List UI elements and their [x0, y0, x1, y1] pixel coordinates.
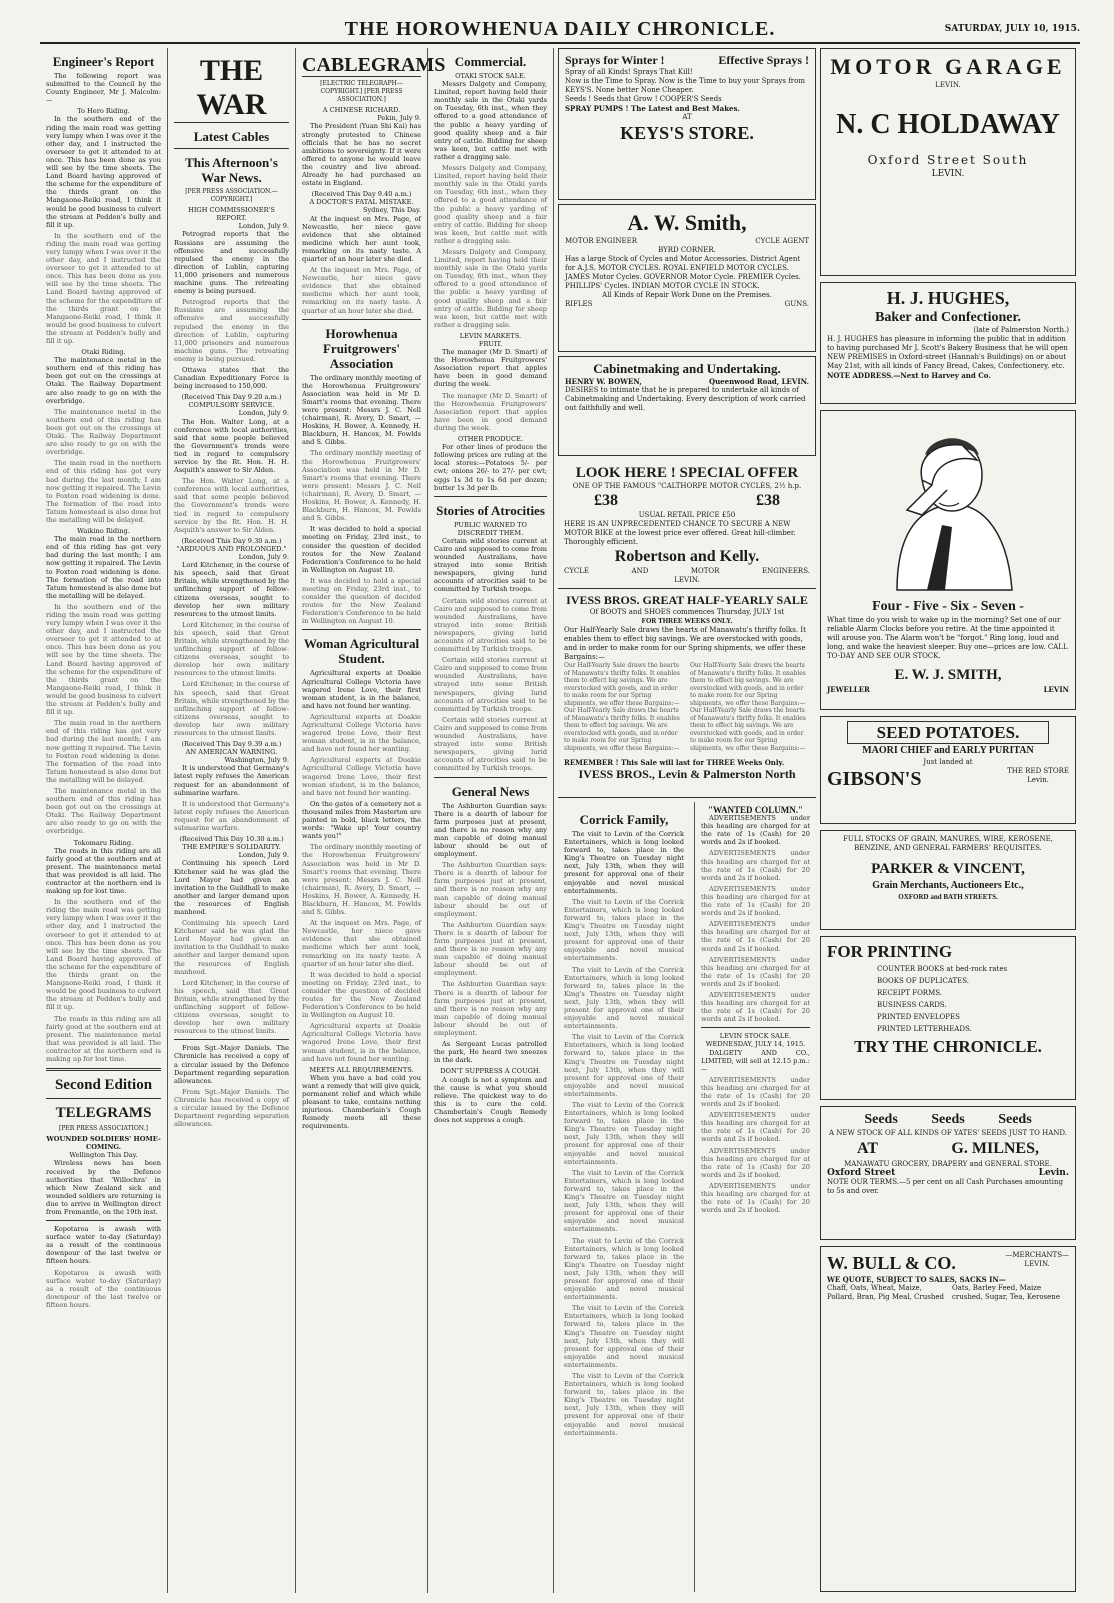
milnes-name: G. MILNES,: [951, 1140, 1039, 1157]
milnes-line: MANAWATU GROCERY, DRAPERY and GENERAL STORE.: [844, 1160, 1052, 1168]
mistake-heading: A DOCTOR'S FATAL MISTAKE.: [309, 198, 414, 207]
war-p7: From Sgt.-Major Daniels. The Chronicle has received a copy of a circular issued by the Defence Department regarding separation allowances.: [174, 1044, 289, 1085]
printing-ad: [820, 936, 1076, 1100]
print-item-5: PRINTED ENVELOPES: [877, 1013, 960, 1021]
comm-p4d: Certain wild stories current at Cairo and supposed to come from wounded Australians, have strayed into some British newspapers, giving lurid accounts of atrocities said to be committed by Turkish troops.: [434, 715, 547, 773]
aw-smith-right: CYCLE AGENT: [755, 237, 809, 245]
ivess-body: Our Half-Yearly Sale draws the hearts of Manawatu's thrifty folks. It enables them to effect big savings. We are overstocked with goods, and in order to make room for our Spring shipments, we offer these Bargains:—: [564, 626, 806, 661]
report-p2: The maintenance metal in the southern end of this riding has been got out on the crossings at Otaki. The Railway Department are also ready to go on with the overbridge.: [46, 356, 161, 405]
printing-title: FOR PRINTING: [827, 942, 953, 961]
war-p4: Lord Kitchener, in the course of his speech, said that Great Britain, while strengthened by the unflinching support of fellow-citizens overseas, sought to develop her own military resources to the utmost limits.: [174, 561, 290, 618]
keys-store-ad: [558, 48, 816, 200]
wellington-dateline: Wellington This Day.: [69, 1151, 138, 1160]
hughes-sub: Baker and Confectioner.: [875, 310, 1021, 325]
afternoon-war-news: This Afternoon's War News.: [185, 155, 278, 185]
commissioner-heading: HIGH COMMISSIONER'S REPORT.: [188, 206, 275, 223]
fruitgrowers-heading: Horowhenua Fruitgrowers' Association: [322, 325, 401, 371]
dalgety-sale: DALGETY AND CO., LIMITED, will sell at 12.15 p.m.:—: [701, 1048, 810, 1073]
kopotaroa-text: Kopotaroa is awash with surface water to-day (Saturday) as a result of the continuous downpour of the last twelve or fifteen hours.: [46, 1225, 161, 1266]
dateline-1: London, July 9.: [238, 222, 289, 231]
war-p7b: From Sgt.-Major Daniels. The Chronicle has received a copy of a circular issued by the Defence Department regarding separation allowances.: [174, 1087, 289, 1129]
levin-stock-date: WEDNESDAY, JULY 14, 1915.: [705, 1040, 806, 1049]
newspaper-title: THE HOROWHENUA DAILY CHRONICLE.: [344, 18, 776, 40]
riding-otaki: Otaki Riding.: [81, 348, 126, 357]
print-item-3: RECEIPT FORMS.: [877, 989, 943, 997]
dont-suppress-heading: DON'T SUPPRESS A COUGH.: [440, 1067, 541, 1076]
comm-p7: A cough is not a symptom and the cause is what you should relieve. The quickest way to do this is to cure the cold. Chamberlain's Cough Remedy does not suppress a cough.: [434, 1075, 547, 1124]
aw-smith-repair: All Kinds of Repair Work Done on the Premises.: [602, 291, 772, 299]
aw-smith-body: Has a large Stock of Cycles and Motor Accessories. District Agent for A.J.S. MOTOR CYCLES. ROYAL ENFIELD MOTOR CYCLES. JAMES Motor Cycles. GOVERNOR Motor Cycle. PREMIER Cycles. PHILLIPS' Cycles. INDIAN MOTOR CYCLE IN STOCK.: [565, 255, 801, 290]
advertisements-area: [554, 48, 1080, 1593]
print-item-4: BUSINESS CARDS.: [877, 1001, 947, 1009]
robertson-kelly-name: Robertson and Kelly.: [614, 548, 760, 565]
ivess-title: IVESS BROS. GREAT HALF-YEARLY SALE: [566, 593, 808, 607]
corrick-body: The visit to Levin of the Corrick Entertainers, which is long looked forward to, takes place in the King's Theatre on Tuesday night next, July 13th, when they will present for approval one of their enjoyable and novel musical entertainments.: [564, 830, 684, 895]
dateline-4: Washington, July 9.: [224, 756, 289, 765]
bull-merchants: —MERCHANTS—: [1005, 1251, 1069, 1259]
cable-received-1: (Received This Day 9.40 a.m.): [311, 190, 412, 199]
war-p2: Ottawa states that the Canadian Expeditionary Force is being increased to 150,000.: [174, 365, 289, 391]
cable-p7: When you have a bad cold you want a remedy that will give quick, permanent relief and which while pleasant to take, contains nothing injurious. Chamberlain's Cough Remedy meets all these requirements.: [302, 1073, 421, 1131]
rk-and: AND: [631, 567, 649, 575]
column-1: [40, 48, 168, 1593]
look-body: HERE IS AN UNPRECEDENTED CHANCE TO SECURE A NEW MOTOR BIKE at the lowest price ever offered. Great hill-climber. Thoroughly efficient.: [564, 520, 796, 546]
war-p4c: Lord Kitchener, in the course of his speech, said that Great Britain, while strengthened by the unflinching support of fellow-citizens overseas, sought to develop her own military resources to the utmost limits.: [174, 680, 290, 737]
cable-p6e: Agricultural experts at Doakie Agricultural College Victoria have wagered Irene Love, their first woman student, is in the balance, and have not found her wanting.: [302, 1022, 421, 1063]
pv-top: FULL STOCKS OF GRAIN, MANURES, WIRE, KEROSENE, BENZINE, AND GENERAL FARMERS' REQUISITES.: [843, 835, 1053, 852]
report-p4b: In the southern end of the riding the main road was getting very lumpy when I was over it the other day, and I instructed the overseer to get it attended to at once. This has been done as you will see by the time sheets. The Land Board having approved of the scheme for the expenditure of the thirds grant on the Mangaone-Reiki road, I think it would be good business to culvert the stream at Pedden's bully and fill it up.: [46, 898, 161, 1012]
cable-p5: Agricultural experts at Doakie Agricultural College Victoria have wagered Irene Love, their first woman student, is in the balance, and have not found her wanting.: [302, 669, 421, 710]
war-p5b: It is understood that Germany's latest reply refuses the American request for an abandonment of submarine warfare.: [174, 799, 289, 833]
report-p3: The main road in the northern end of this riding has got very bad during the last month; I am now getting it repaired. The Levin to Foxton road widening is done. The formation of the road into Tatum homestead is also done but the metalling will be delayed.: [46, 535, 161, 600]
riding-hero: To Hero Riding.: [77, 107, 130, 116]
cable-p1: The President (Yuan Shi Kai) has strongly protested to Chinese officials that he has no secret ambitions to sovereignty. If it were offered to anyone he would leave the country and live abroad. Already he had purchased an estate in England.: [302, 122, 421, 188]
ewj-levin: LEVIN: [1043, 685, 1069, 694]
dateline-5: London, July 9.: [238, 851, 289, 860]
wanted-body-b: ADVERTISEMENTS under this heading are charged for at the rate of 1s (Cash) for 20 words and 2s if booked.: [701, 849, 810, 882]
print-item-1: COUNTER BOOKS at bed-rock rates: [877, 965, 1008, 973]
cable-p4: It was decided to hold a special meeting on Friday, 23rd inst., to consider the question of decided routes for the New Zealand Federation's Conference to be held in Wellington on August 10.: [302, 525, 421, 574]
dalgety-e: ADVERTISEMENTS under this heading are charged for at the rate of 1s (Cash) for 20 words and 2s if booked.: [701, 1181, 810, 1215]
cable-p5b: Agricultural experts at Doakie Agricultural College Victoria have wagered Irene Love, their first woman student, is in the balance, and have not found her wanting.: [302, 712, 421, 754]
seed-title: SEED POTATOES.: [847, 721, 1049, 744]
milnes-levin: Levin.: [1038, 1168, 1069, 1178]
comm-p4: Certain wild stories current at Cairo and supposed to come from wounded Australians, have strayed into some British newspapers, giving lurid accounts of atrocities said to be committed by Turkish troops.: [434, 536, 547, 594]
motor-levin: LEVIN.: [935, 81, 961, 89]
milnes-seeds-ad: [820, 1106, 1076, 1240]
milnes-terms: NOTE OUR TERMS.—5 per cent on all Cash Purchases amounting to 5s and over.: [827, 1178, 1063, 1195]
aw-smith-rifles: RIFLES: [565, 300, 593, 308]
corrick-body-i: The visit to Levin of the Corrick Entertainers, which is long looked forward to, takes place in the King's Theatre on Tuesday night next, July 13th, when they will present for approval one of their enjoyable and novel musical entertainments.: [564, 1372, 684, 1437]
seed-potatoes-ad: [820, 716, 1076, 824]
bull-levin: LEVIN.: [1024, 1260, 1050, 1268]
ivess-footer: IVESS BROS., Levin & Palmerston North: [578, 767, 796, 781]
seeds-at: AT: [857, 1140, 879, 1157]
look-here-sub: ONE OF THE FAMOUS "CALTHORPE MOTOR CYCLES, 2½ h.p.: [572, 482, 802, 490]
pv-sub: Grain Merchants, Auctioneers Etc.,: [872, 880, 1024, 891]
report-p3d: The maintenance metal in the southern end of this riding has been got out on the crossings at Otaki. The Railway Department are also ready to go on with the overbridge.: [46, 786, 161, 836]
wanted-heading: "WANTED COLUMN.": [708, 805, 803, 815]
holdaway-address: Oxford Street South: [867, 153, 1029, 167]
look-here-title: LOOK HERE ! SPECIAL OFFER: [575, 465, 799, 481]
dalgety-d: ADVERTISEMENTS under this heading are charged for at the rate of 1s (Cash) for 20 words and 2s if booked.: [701, 1146, 810, 1179]
wanted-column: [694, 802, 816, 1592]
latest-cables: Latest Cables: [193, 129, 270, 144]
arduous-heading: "ARDUOUS AND PROLONGED.": [176, 544, 287, 553]
cable-p2b: At the inquest on Mrs. Page, of Newcastle, her niece gave evidence that she obtained medicine which her aunt took, remarking on its nasty taste. A quarter of an hour later she died.: [302, 266, 421, 315]
cabinet-address: Queenwood Road, LEVIN.: [708, 377, 809, 386]
ivess-remember: REMEMBER ! This Sale will last for THREE Weeks Only.: [564, 758, 785, 767]
received-3: (Received This Day 9.39 a.m.): [181, 740, 282, 749]
comm-p1c: Messrs Dalgety and Company, Limited, report having held their monthly sale in the Otaki yards on Tuesday, 6th inst., when they offered to a good attendance of the public a heavy yarding of good quality sheep and a fair entry of cattle. Bidding for sheep was keen, but cattle met with rather a dragging sale.: [434, 247, 547, 329]
dalgety-b: ADVERTISEMENTS under this heading are charged for at the rate of 1s (Cash) for 20 words and 2s if booked.: [701, 1075, 810, 1109]
report-p3b: In the southern end of the riding the main road was getting very lumpy when I was over it the other day, and I instructed the overseer to get it attended to at once. This has been done as you will see by the time sheets. The Land Board having approved of the scheme for the expenditure of the thirds grant on the Mangaone-Reiki road, I think it would be good business to culvert the stream at Pedden's bully and fill it up.: [46, 602, 161, 717]
received-2: (Received This Day 9.30 a.m.): [181, 536, 282, 545]
rk-motor: MOTOR: [690, 567, 720, 575]
gibsons-name: GIBSON'S: [827, 768, 922, 790]
war-p5: It is understood that Germany's latest reply refuses the American request for an abandonment of submarine warfare.: [174, 764, 289, 797]
bull-quote: WE QUOTE, SUBJECT TO SALES, SACKS IN—: [827, 1275, 1006, 1284]
aw-smith-guns: GUNS.: [784, 300, 809, 308]
cabinetmaking-ad: [558, 356, 816, 456]
cabinet-name: HENRY W. BOWEN,: [565, 377, 642, 386]
rk-cycle: CYCLE: [564, 567, 589, 575]
seeds-sub: A NEW STOCK OF ALL KINDS OF YATES' SEEDS JUST TO HAND.: [829, 1129, 1067, 1137]
cable-dateline-1: Pekin, July 9.: [377, 114, 421, 123]
cabinet-title: Cabinetmaking and Undertaking.: [593, 361, 781, 376]
aw-smith-left: MOTOR ENGINEER: [565, 237, 638, 245]
chinese-heading: A CHINESE RICHARD.: [322, 106, 401, 115]
ivess-weeks: FOR THREE WEEKS ONLY.: [641, 617, 733, 625]
sprays-line-2: Now is the Time to Spray. Now is the Time to buy your Sprays from KEYS'S. None better None Cheaper.: [565, 77, 805, 94]
war-p3b: The Hon. Walter Long, at a conference with local authorities, said that some people believed the Government's trends were tied in regard to compulsory service by the Rt. Hon. H. H. Asquith's answer to Sir Alden.: [174, 477, 289, 534]
comm-p6: As Sergeant Lucas patrolled the park, He heard two sneezes in the dark.: [434, 1040, 547, 1065]
war-p1b: Petrograd reports that the Russians are assuming the offensive and successfully repulsed the enemy in the direction of Lublin, capturing 11,000 prisoners and numerous machine guns. The retreating enemy is being pursued.: [174, 298, 289, 363]
holdaway-name: N. C HOLDAWAY: [836, 109, 1060, 140]
hughes-body: H. J. HUGHES has pleasure in informing the public that in addition to having purchased Mr J. Scott's Bakery Business that he will open NEW PREMISES in Oxford-street (Hannah's Buildings) on or about May 21st, with all kinds of Fancy Bread, Cakes, Confectionery, etc.: [827, 335, 1068, 370]
riding-tokomaru: Tokomaru Riding.: [73, 838, 134, 847]
received-1: (Received This Day 9.20 a.m.): [181, 393, 282, 402]
holdaway-levin: LEVIN.: [931, 169, 965, 179]
wanted-body-e: ADVERTISEMENTS under this heading are charged for at the rate of 1s (Cash) for 20 words and 2s if booked.: [701, 955, 810, 988]
received-4: (Received This Day 10.30 a.m.): [179, 835, 284, 844]
press-association: [PER PRESS ASSOCIATION.]: [59, 1125, 148, 1133]
keys-store-name: KEYS'S STORE.: [620, 123, 754, 143]
motor-garage-ad: [820, 48, 1076, 276]
sprays-title-right: Effective Sprays !: [718, 53, 809, 67]
levin-stock-sale: LEVIN STOCK SALE.: [719, 1032, 792, 1041]
war-p6b: Continuing his speech Lord Kitchener said he was glad the Lord Mayor had given an invitation to the Guildhall to make another and larger demand upon the resources of English manhood.: [174, 919, 289, 976]
jeweller-ad: [820, 410, 1076, 710]
clock-body: What time do you wish to wake up in the morning? Set one of our reliable Alarm Clocks before you retire. At the time appointed it will arouse you. The Alarm won't be "forgot." Ring long, loud and long, and wake the heaviest sleeper. Buy one—prices are low. CALL TO-DAY AND SEE OUR STOCK.: [827, 616, 1068, 660]
comm-p5: The Ashburton Guardian says: There is a dearth of labour for farm purposes just at present, and there is no reason why any man capable of doing manual labour should be out of employment.: [434, 801, 547, 859]
ivess-bargains: Our Half-Yearly Sale draws the hearts of Manawatu's thrifty folks. It enables them to effect big savings. We are overstocked with goods, and in order to make room for our Spring shipments, we offer these Bargains:— Our Half-Yearly Sale draws the hearts of Manawatu's thrifty folks. It enables them to effect big savings. We are overstocked with goods, and in order to make room for our Spring shipments, we offer these Bargains:— Our Half-Yearly Sale draws the hearts of Manawatu's thrifty folks. It enables them to effect big savings. We are overstocked with goods, and in order to make room for our Spring shipments, we offer these Bargains:— Our Half-Yearly Sale draws the hearts of Manawatu's thrifty folks. It enables them to effect big savings. We are overstocked with goods, and in order to make room for our Spring shipments, we offer these Bargains:—: [564, 662, 806, 752]
milnes-street: Oxford Street: [827, 1168, 896, 1178]
corrick-family-article: [558, 802, 690, 1592]
comm-p1b: Messrs Dalgety and Company, Limited, report having held their monthly sale in the Otaki yards on Tuesday, 6th inst., when they offered to a good attendance of the public a heavy yarding of good quality sheep and a fair entry of cattle. Bidding for sheep was keen, but cattle met with rather a dragging sale.: [434, 164, 547, 245]
corrick-heading: Corrick Family,: [579, 812, 669, 827]
war-p6: Continuing his speech Lord Kitchener said he was glad the Lord Mayor had given an invitation to the Guildhall to make another and larger demand upon the resources of English manhood.: [174, 859, 289, 916]
bull-items: Chaff, Oats, Wheat, Maize, Pollard, Bran, Pig Meal, Crushed Oats, Barley Feed, Maize crushed, Sugar, Tea, Kerosene: [827, 1284, 1060, 1301]
sprays-line-4: SPRAY PUMPS ! The Latest and Best Makes.: [565, 104, 740, 113]
report-p1: In the southern end of the riding the main road was getting very lumpy when I was over it the other day, and I instructed the overseer to get it attended to at once. This has been done as you will see by the time sheets. The Land Board having approved of the scheme for the expenditure of the thirds grant on the Mangaone-Reiki road, I think it would be good business to culvert the stream at Pedden's bully and fill it up.: [46, 115, 161, 229]
report-p1b: In the southern end of the riding the main road was getting very lumpy when I was over it the other day, and I instructed the overseer to get it attended to at once. This has been done as you will see by the time sheets. The Land Board having approved of the scheme for the expenditure of the thirds grant on the Mangaone-Reiki road, I think it would be good business to culvert the stream at Pedden's bully and fill it up.: [46, 231, 161, 345]
issue-date: SATURDAY, JULY 10, 1915.: [944, 24, 1080, 34]
compulsory-heading: COMPULSORY SERVICE.: [188, 401, 275, 410]
warning-heading: AN AMERICAN WARNING.: [185, 748, 278, 757]
cabinet-body: DESIRES to intimate that he is prepared to undertake all kinds of Cabinetmaking and Undertaking. Every description of work carried out faithfully and well.: [565, 386, 806, 412]
wanted-body-f: ADVERTISEMENTS under this heading are charged for at the rate of 1s (Cash) for 20 words and 2s if booked.: [701, 990, 810, 1024]
riding-waikino: Waikino Riding.: [77, 527, 130, 536]
bull-co-ad: [820, 1246, 1076, 1592]
dateline-3: London, July 9.: [238, 553, 289, 562]
report-p4: The roads in this riding are all fairly good at the southern end at present. The maintenance metal that was provided is all laid. The contractor at the northern end is making up for lost time.: [46, 846, 161, 896]
discredit-heading: PUBLIC WARNED TO DISCREDIT THEM.: [454, 520, 527, 537]
cablegram-press: [ELECTRIC TELEGRAPH—COPYRIGHT.] [PER PRESS ASSOCIATION.]: [320, 80, 403, 104]
requirements-heading: MEETS ALL REQUIREMENTS.: [309, 1065, 414, 1074]
press-copyright: [PER PRESS ASSOCIATION.—COPYRIGHT.]: [185, 188, 278, 204]
seeds-title: Seeds Seeds Seeds: [864, 1112, 1032, 1127]
report-intro: The following report was submitted to the Council by the County Engineer, Mr J. Malcolm:—: [46, 72, 161, 105]
wounded-heading: WOUNDED SOLDIERS' HOME-COMING.: [46, 1135, 161, 1152]
other-produce: OTHER PRODUCE.: [457, 435, 524, 444]
hughes-note: NOTE ADDRESS.—Next to Harvey and Co.: [827, 371, 991, 380]
comm-p5d: The Ashburton Guardian says: There is a dearth of labour for farm purposes just at present, and there is no reason why any man capable of doing manual labour should be out of employment.: [434, 980, 547, 1038]
corrick-body-d: The visit to Levin of the Corrick Entertainers, which is long looked forward to, takes place in the King's Theatre on Tuesday night next, July 13th, when they will present for approval one of their enjoyable and novel musical entertainments.: [564, 1033, 684, 1098]
comm-p4b: Certain wild stories current at Cairo and supposed to come from wounded Australians, have strayed into some British newspapers, giving lurid accounts of atrocities said to be committed by Turkish troops.: [434, 596, 547, 654]
column-3: [296, 48, 446, 1593]
comm-p2b: The manager (Mr D. Smart) of the Horowhenua Fruitgrowers' Association report that apples have been in good demand during the week.: [434, 391, 547, 432]
second-edition-heading: Second Edition: [54, 1077, 153, 1094]
fruit-heading: FRUIT.: [478, 340, 503, 348]
motor-garage-title: MOTOR GARAGE: [830, 54, 1066, 79]
report-p2b: The maintenance metal in the southern end of this riding has been got out on the crossings at Otaki. The Railway Department are also ready to go on with the overbridge.: [46, 407, 161, 457]
comm-p5c: The Ashburton Guardian says: There is a dearth of labour for farm purposes just at present, and there is no reason why any man capable of doing manual labour should be out of employment.: [434, 920, 547, 978]
cable-p6b: The ordinary monthly meeting of the Horowhenua Fruitgrowers' Association was held in Mr D. Smart's rooms that evening. There were present: Messrs J. C. Nell (chairman), R. Avery, D. Smart, — Hoskins, H. Bower, A. Kennedy, H. Blackburn, H. Hancox, M. Fowlds and S. Gibbs.: [302, 843, 421, 917]
sprays-line-1: Spray of all Kinds! Sprays That Kill!: [565, 68, 693, 76]
corrick-body-h: The visit to Levin of the Corrick Entertainers, which is long looked forward to, takes place in the King's Theatre on Tuesday night next, July 13th, when they will present for approval one of their enjoyable and novel musical entertainments.: [564, 1304, 684, 1369]
hughes-bakery-ad: [820, 282, 1076, 404]
levin-markets: LEVIN MARKETS.: [459, 331, 522, 340]
ivess-bros-ad: [558, 588, 816, 798]
masthead: [40, 16, 1080, 44]
sprays-title-left: Sprays for Winter !: [565, 53, 665, 67]
corrick-body-b: The visit to Levin of the Corrick Entertainers, which is long looked forward to, takes place in the King's Theatre on Tuesday night next, July 13th, when they will present for approval one of their enjoyable and novel musical entertainments.: [564, 897, 684, 963]
cable-p6: On the gates of a cemetery not a thousand miles from Masterton are painted in bold, black letters, the words: "Wake up! Your country wants you!": [302, 799, 421, 841]
war-p1: Petrograd reports that the Russians are assuming the offensive and successfully repulsed the enemy in the direction of Lublin, capturing 11,000 prisoners and numerous machine guns. The retreating enemy is being pursued.: [174, 230, 289, 296]
aw-smith-name: A. W. Smith,: [627, 210, 747, 235]
ewj-jeweller: JEWELLER: [827, 685, 870, 694]
wanted-body-c: ADVERTISEMENTS under this heading are charged for at the rate of 1s (Cash) for 20 words and 2s if booked.: [701, 884, 810, 918]
print-item-6: PRINTED LETTERHEADS.: [877, 1025, 972, 1033]
comm-p3: For other lines of produce the following prices are ruling at the local stores:—Potatoes 5/- per cwt; onions 26/- to 27/- per cwt; eggs 1s 3d to 1s 6d per dozen; butter 1s 3d per lb.: [434, 443, 547, 492]
red-store-levin: Levin.: [1027, 776, 1049, 784]
pv-address: OXFORD and BATH STREETS.: [898, 893, 998, 901]
corrick-body-e: The visit to Levin of the Corrick Entertainers, which is long looked forward to, takes place in the King's Theatre on Tuesday night next, July 13th, when they will present for approval one of their enjoyable and novel musical entertainments.: [564, 1101, 684, 1166]
rk-engineers: ENGINEERS.: [762, 567, 810, 575]
bull-name: W. BULL & CO.: [827, 1253, 956, 1273]
calthorpe-ad: [558, 460, 816, 584]
commercial-heading: Commercial.: [454, 54, 527, 69]
general-news-heading: General News: [451, 783, 530, 799]
war-p6c: Lord Kitchener, in the course of his speech, said that Great Britain, while strengthened by the unflinching support of fellow-citizens overseas, sought to develop her own military resources to the utmost limits.: [174, 978, 290, 1036]
red-store: THE RED STORE: [1007, 767, 1069, 775]
ewj-smith-name: E. W. J. SMITH,: [894, 667, 1002, 683]
sprays-at: AT: [682, 113, 692, 121]
look-price-2: £38: [756, 492, 780, 509]
solidarity-heading: THE EMPIRE'S SOLIDARITY.: [182, 843, 281, 852]
print-item-2: BOOKS OF DUPLICATES.: [877, 977, 970, 985]
ivess-sub: Of BOOTS and SHOES commences Thursday, JULY 1st: [589, 608, 785, 616]
aw-smith-ad: [558, 204, 816, 352]
report-p3c: The main road in the northern end of this riding has got very bad during the last month; I am now getting it repaired. The Levin to Foxton road widening is done. The formation of the road into Tatum homestead is also done but the metalling will be delayed.: [46, 719, 161, 784]
comm-p1: Messrs Dalgety and Company, Limited, report having held their monthly sale in the Otaki yards on Tuesday, 6th inst., when they offered to a good attendance of the public a heavy yarding of good quality sheep and a fair entry of cattle. Bidding for sheep was keen, but cattle met with rather a dragging sale.: [434, 80, 547, 161]
cable-p3: The ordinary monthly meeting of the Horowhenua Fruitgrowers' Association was held in Mr D. Smart's rooms that evening. There were present: Messrs J. C. Nell (chairman), R. Avery, D. Smart, — Hoskins, H. Bower, A. Kennedy, H. Blackburn, H. Hancox, M. Fowlds and S. Gibbs.: [302, 373, 421, 447]
column-4: [428, 48, 554, 1593]
report-p2c: The main road in the northern end of this riding has got very bad during the last month; I am now getting it repaired. The Levin to Foxton road widening is done. The formation of the road into Tatum homestead is also done but the metalling will be delayed.: [46, 459, 161, 524]
column-2: [168, 48, 296, 1593]
hughes-late: (late of Palmerston North.): [973, 326, 1069, 334]
cablegrams-heading: CABLEGRAMS: [302, 54, 446, 76]
cable-p5c: Agricultural experts at Doakie Agricultural College Victoria have wagered Irene Love, their first woman student, is in the balance, and have not found her wanting.: [302, 756, 421, 797]
wounded-text: Wireless news has been received by the Defence authorities that 'Willochra' in which New Zealand sick and wounded soldiers are returning is due to arrive in Wellington direct from Fremantle, on the 19th inst.: [46, 1159, 161, 1216]
dateline-2: London, July 9.: [238, 409, 289, 418]
cable-dateline-2: Sydney, This Day.: [362, 206, 421, 215]
cable-p4b: It was decided to hold a special meeting on Friday, 23rd inst., to consider the question of decided routes for the New Zealand Federation's Conference to be held in Wellington on August 10.: [302, 576, 421, 626]
comm-p4c: Certain wild stories current at Cairo and supposed to come from wounded Australians, have strayed into some British newspapers, giving lurid accounts of atrocities said to be committed by Turkish troops.: [434, 656, 547, 713]
dalgety-c: ADVERTISEMENTS under this heading are charged for at the rate of 1s (Cash) for 20 words and 2s if booked.: [701, 1111, 810, 1144]
comm-p5b: The Ashburton Guardian says: There is a dearth of labour for farm purposes just at present, and there is no reason why any man capable of doing manual labour should be out of employment.: [434, 861, 547, 918]
corrick-body-c: The visit to Levin of the Corrick Entertainers, which is long looked forward to, takes place in the King's Theatre on Tuesday night next, July 13th, when they will present for approval one of their enjoyable and novel musical entertainments.: [564, 965, 684, 1031]
engineers-report-heading: Engineer's Report: [52, 54, 155, 69]
sleeping-man-illustration: [827, 415, 1071, 595]
clock-words: Four - Five - Six - Seven -: [872, 599, 1024, 614]
cable-p2: At the inquest on Mrs. Page, of Newcastle, her niece gave evidence that she obtained medicine which her aunt took, remarking on its nasty taste. A quarter of an hour later she died.: [302, 214, 421, 263]
seed-landed: Just landed at: [923, 758, 973, 766]
parker-vincent-ad: [820, 830, 1076, 930]
wanted-body: ADVERTISEMENTS under this heading are charged for at the rate of 1s (Cash) for 20 words and 2s if booked.: [701, 814, 810, 847]
kopotaroa-text-b: Kopotaroa is awash with surface water to-day (Saturday) as a result of the continuous downpour of the last twelve or fifteen hours.: [46, 1268, 161, 1309]
otaki-sale-heading: OTAKI STOCK SALE.: [455, 72, 526, 80]
report-p4c: The roads in this riding are all fairly good at the southern end at present. The maintenance metal that was provided is all laid. The contractor at the northern end is making up for lost time.: [46, 1014, 161, 1063]
hughes-name: H. J. HUGHES,: [886, 288, 1010, 308]
war-p3: The Hon. Walter Long, at a conference with local authorities, said that some people believed the Government's trends were tied in regard to compulsory service by the Rt. Hon. H. H. Asquith's answer to Sir Alden.: [174, 417, 289, 475]
aw-smith-corner: BYRD CORNER.: [658, 246, 716, 254]
wanted-body-d: ADVERTISEMENTS under this heading are charged for at the rate of 1s (Cash) for 20 words and 2s if booked.: [701, 920, 810, 953]
telegrams-heading: TELEGRAMS: [55, 1105, 152, 1122]
cable-p3b: The ordinary monthly meeting of the Horowhenua Fruitgrowers' Association was held in Mr D. Smart's rooms that evening. There were present: Messrs J. C. Nell (chairman), R. Avery, D. Smart, — Hoskins, H. Bower, A. Kennedy, H. Blackburn, H. Hancox, M. Fowlds and S. Gibbs.: [302, 449, 421, 523]
corrick-body-g: The visit to Levin of the Corrick Entertainers, which is long looked forward to, takes place in the King's Theatre on Tuesday night next, July 13th, when they will present for approval one of their enjoyable and novel musical entertainments.: [564, 1236, 684, 1302]
look-usual-price: USUAL RETAIL PRICE £50: [638, 511, 736, 519]
try-chronicle: TRY THE CHRONICLE.: [854, 1037, 1042, 1056]
cable-p6c: At the inquest on Mrs. Page, of Newcastle, her niece gave evidence that she obtained medicine which her aunt took, remarking on its nasty taste. A quarter of an hour later she died.: [302, 919, 421, 968]
war-p4b: Lord Kitchener, in the course of his speech, said that Great Britain, while strengthened by the unflinching support of fellow-citizens overseas, sought to develop her own military resources to the utmost limits.: [174, 620, 290, 678]
comm-p2: The manager (Mr D. Smart) of the Horowhenua Fruitgrowers' Association report that apples have been in good demand during the week.: [434, 348, 547, 389]
woman-student-heading: Woman Agricultural Student.: [303, 636, 420, 667]
corrick-body-f: The visit to Levin of the Corrick Entertainers, which is long looked forward to, takes place in the King's Theatre on Tuesday night next, July 13th, when they will present for approval one of their enjoyable and novel musical entertainments.: [564, 1168, 684, 1234]
the-war-heading: THE WAR: [174, 54, 289, 123]
sprays-line-3: Seeds ! Seeds that Grow ! COOPER'S Seeds: [565, 95, 722, 103]
pv-name: PARKER & VINCENT,: [871, 861, 1025, 877]
look-price-1: £38: [594, 492, 618, 509]
cable-p6d: It was decided to hold a special meeting on Friday, 23rd inst., to consider the question of decided routes for the New Zealand Federation's Conference to be held in Wellington on August 10.: [302, 970, 421, 1020]
atrocities-heading: Stories of Atrocities: [436, 502, 545, 518]
seed-sub: MAORI CHIEF and EARLY PURITAN: [862, 745, 1034, 756]
rk-levin: LEVIN.: [674, 576, 700, 584]
